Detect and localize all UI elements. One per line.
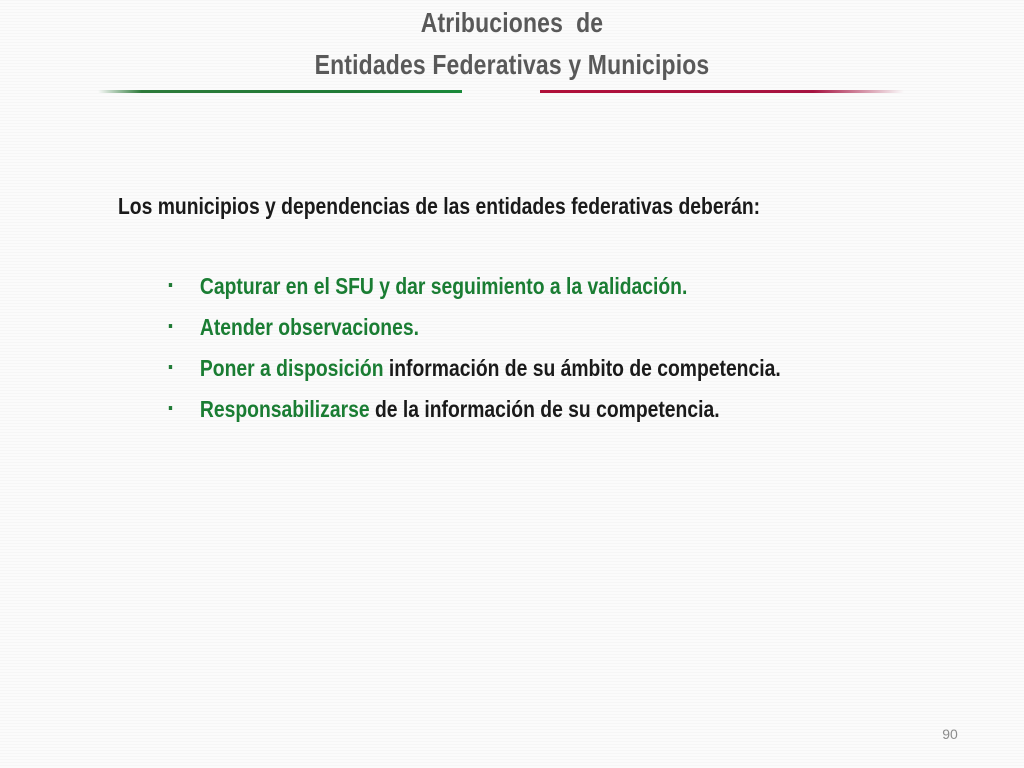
list-item (168, 270, 882, 311)
bullet-rest: información de su ámbito de competencia. (383, 355, 781, 381)
list-item (168, 311, 882, 352)
title-underline-red (540, 90, 904, 93)
square-bullet-icon: ▪ (168, 277, 173, 294)
bullet-highlight: Poner a disposición (199, 355, 384, 381)
bullet-highlight: Capturar en el SFU y dar seguimiento a la validación. (199, 273, 688, 299)
slide-title (92, 2, 932, 86)
square-bullet-icon: ▪ (168, 359, 173, 376)
bullet-highlight: Atender observaciones. (199, 314, 419, 340)
list-item (168, 352, 882, 393)
list-item (168, 393, 882, 434)
bullet-list (168, 270, 882, 434)
bullet-highlight: Responsabilizarse (199, 396, 370, 422)
page-number: 90 (942, 726, 958, 742)
slide-title-line-2: Entidades Federativas y Municipios (314, 49, 710, 80)
title-underline-green (98, 90, 462, 93)
slide-title-line-1: Atribuciones de (420, 7, 604, 38)
square-bullet-icon: ▪ (168, 318, 173, 335)
square-bullet-icon: ▪ (168, 400, 173, 417)
intro-text: Los municipios y dependencias de las entidades federativas deberán: (118, 193, 761, 219)
bullet-rest: de la información de su competencia. (369, 396, 720, 422)
